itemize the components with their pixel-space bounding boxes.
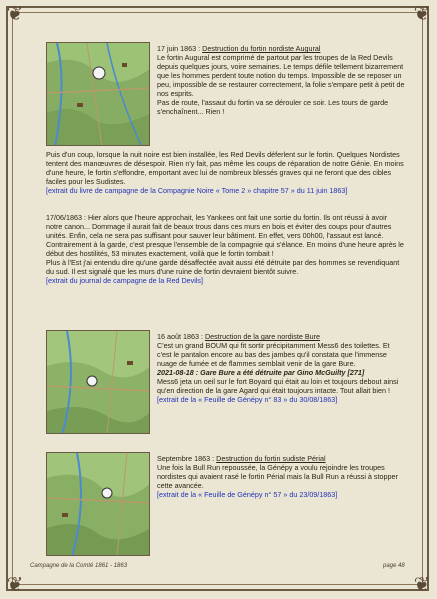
- entry-1-text3: Puis d'un coup, lorsque la nuit noire est bien installée, les Red Devils déferlent sur le fortin. Quelques Nordistes tentent des manœuvres de désespoir. Rien n'y fait, pas même les coups de réparation de notre Génie. En moins d'une heure, le fortin s'effondre, emportant avec lui de nombreux blessés graves qui ne feront que des cibles faciles pour les Sudistes.: [46, 150, 404, 186]
- entry-4-title: Destruction du fortin sudiste Périal: [216, 454, 326, 463]
- entry-1-source-link[interactable]: [extrait du livre de campagne de la Compagnie Noire « Tome 2 » chapitre 57 » du 11 juin 1863]: [46, 186, 348, 195]
- entry-4: Septembre 1863 : Destruction du fortin sudiste Périal Une fois la Bull Run repoussée, la Génépy a voulu rejoindre les troupes nordistes qui avaient rasé le fortin Périal mais la Bull Run a réussi à stopper cette avancée. [extrait de la « Feuille de Génépy n° 57 » du 23/09/1863]: [157, 454, 405, 499]
- entry-3-title: Destruction de la gare nordiste Bure: [204, 332, 321, 341]
- entry-1-text1: Le fortin Augural est comprimé de partout par les troupes de la Red Devils depuis quelques jours, voire semaines. Le temps défile tellement bizarrement que les hommes perdent toute notion du temps. Impossible de se reposer un peu, impossible de se restaurer correctement, la folie s'empare petit à petit de nos esprits.: [157, 53, 405, 98]
- entry-4-text1: Une fois la Bull Run repoussée, la Génépy a voulu rejoindre les troupes nordistes qui avaient rasé le fortin Périal mais la Bull Run a réussi à stopper cette avancée.: [157, 463, 398, 490]
- map-bure: [46, 330, 150, 434]
- entry-2: [46, 213, 405, 285]
- corner-ornament-icon: ❦: [6, 572, 24, 596]
- entry-3: 16 août 1863 : Destruction de la gare nordiste Bure C'est un grand BOUM qui fit sortir précipitamment Mess6 des toilettes. Et c'est le pantalon encore au bas des jambes qu'il constata que l'immense nuage de fumée et de flammes semblait venir de la gare Bure. 2021-08-18 : Gare Bure a été détruite par Gino McGuilty [271] Mess6 jeta un oeil sur le fort Boyard qui était au loin et toujours debout ainsi qu'en direction de la gare Agard qui était toujours intacte. Tout allait bien ! [extrait de la « Feuille de Génépy n° 83 » du 30/08/1863]: [157, 332, 405, 404]
- footer-page-number: page 48: [383, 563, 405, 569]
- entry-1-cont: [46, 150, 405, 195]
- entry-1-text2: Pas de route, l'assaut du fortin va se dérouler ce soir. Les tours de garde s'enchaînent... Rien !: [157, 98, 389, 116]
- entry-3-text1: C'est un grand BOUM qui fit sortir précipitamment Mess6 des toilettes. Et c'est le pantalon encore au bas des jambes qu'il constata que l'immense nuage de fumée et de flammes semblait venir de la gare Bure.: [157, 341, 390, 368]
- map-perial: [46, 452, 150, 556]
- entry-2-text: 17/06/1863 : Hier alors que l'heure approchait, les Yankees ont fait une sortie du fortin. Ils ont réussi à avoir notre canon... Dommage il aurait fait de beaux trous dans ces murs en bois et éviter des coups pour d'autres unités. Enfin, cela ne sera pas suffisant pour sauver leur bâtiment. En effet, vers 00h00, l'assaut est lancé. Contrairement à la garde, c'est presque l'ensemble de la compagnie qui s'élance. En moins d'une heure après le début des hostilités, 53 minutes exactement, voilà que le fortin tombait !: [46, 213, 404, 258]
- map-image: [47, 331, 150, 434]
- entry-3-source-link[interactable]: [extrait de la « Feuille de Génépy n° 83 » du 30/08/1863]: [157, 395, 338, 404]
- entry-2-text2: Plus à l'Est j'ai entendu dire qu'une garde désaffectée avait aussi été détruite par des hommes se revendiquant du sud. Il est signalé que les murs d'une ruine de fortin devraient bientôt suivre.: [46, 258, 400, 276]
- entry-3-text2: Mess6 jeta un oeil sur le fort Boyard qui était au loin et toujours debout ainsi qu'en direction de la gare Agard qui était toujours intacte. Tout allait bien !: [157, 377, 399, 395]
- entry-3-date: 16 août 1863: [157, 332, 199, 341]
- entry-1-title: Destruction du fortin nordiste Augural: [202, 44, 321, 53]
- footer-left: Campagne de la Comté 1861 - 1863: [30, 563, 128, 569]
- map-image: [47, 453, 150, 556]
- map-augural: [46, 42, 150, 146]
- corner-ornament-icon: ❦: [6, 1, 24, 25]
- entry-1: 17 juin 1863 : Destruction du fortin nordiste Augural Le fortin Augural est comprimé de partout par les troupes de la Red Devils depuis quelques jours, voire semaines. Le temps défile tellement bizarrement que les hommes perdent toute notion du temps. Impossible de se reposer un peu, impossible de se restaurer correctement, la folie s'empare petit à petit de nos esprits. Pas de route, l'assaut du fortin va se dérouler ce soir. Les tours de garde s'enchaînent... Rien !: [157, 44, 405, 116]
- entry-2-source-link[interactable]: [extrait du journal de campagne de la Red Devils]: [46, 276, 204, 285]
- entry-1-date: 17 juin 1863: [157, 44, 197, 53]
- corner-ornament-icon: ❦: [413, 572, 431, 596]
- entry-4-date: Septembre 1863: [157, 454, 211, 463]
- map-image: [47, 43, 150, 146]
- corner-ornament-icon: ❦: [413, 1, 431, 25]
- entry-3-italic: 2021-08-18 : Gare Bure a été détruite par Gino McGuilty [271]: [157, 368, 365, 377]
- entry-4-source-link[interactable]: [extrait de la « Feuille de Génépy n° 57 » du 23/09/1863]: [157, 490, 338, 499]
